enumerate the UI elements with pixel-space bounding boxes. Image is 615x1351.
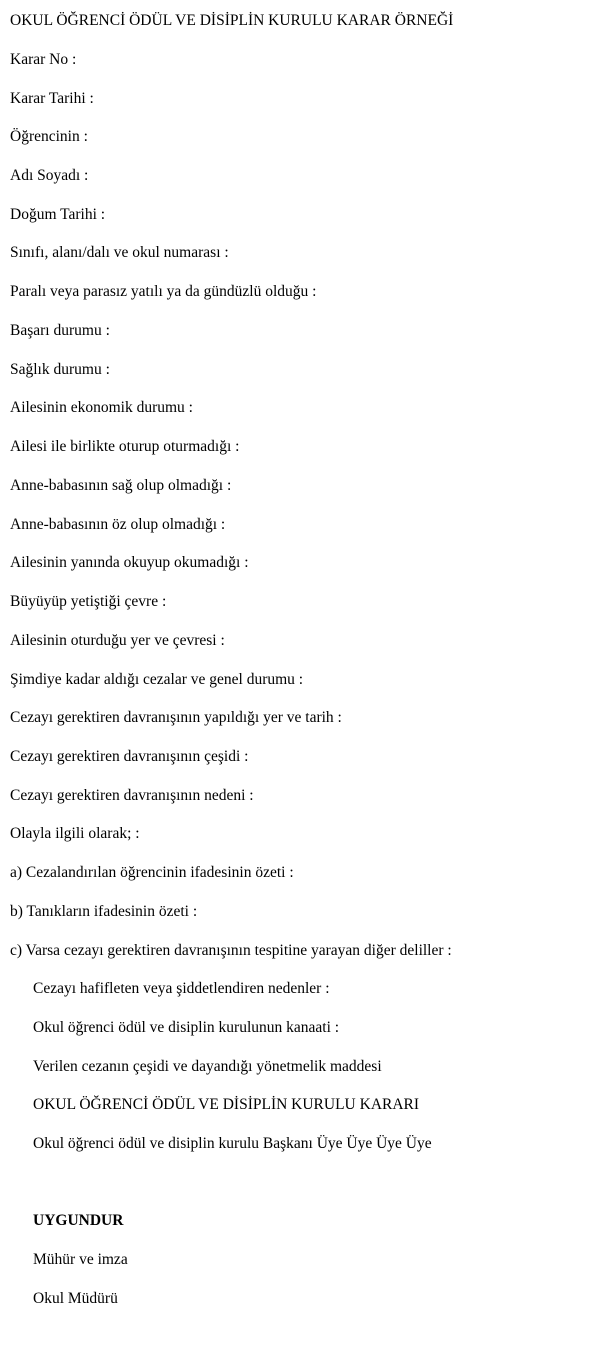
field-lives-with-family: Ailesi ile birlikte oturup oturmadığı : bbox=[10, 438, 240, 455]
field-health-status: Sağlık durumu : bbox=[10, 361, 110, 378]
field-offense-place-date: Cezayı gerektiren davranışının yapıldığı yer ve tarih : bbox=[10, 709, 342, 726]
field-biological-parents: Anne-babasının öz olup olmadığı : bbox=[10, 516, 226, 533]
field-full-name: Adı Soyadı : bbox=[10, 167, 89, 184]
field-offense-type: Cezayı gerektiren davranışının çeşidi : bbox=[10, 748, 249, 765]
school-principal: Okul Müdürü bbox=[33, 1290, 118, 1307]
seal-and-signature: Mühür ve imza bbox=[33, 1251, 128, 1268]
field-board-opinion: Okul öğrenci ödül ve disiplin kurulunun kanaati : bbox=[33, 1019, 340, 1036]
field-success-status: Başarı durumu : bbox=[10, 322, 110, 339]
field-offense-reason: Cezayı gerektiren davranışının nedeni : bbox=[10, 787, 254, 804]
field-parents-alive: Anne-babasının sağ olup olmadığı : bbox=[10, 477, 232, 494]
field-birth-date: Doğum Tarihi : bbox=[10, 206, 106, 223]
field-family-residence: Ailesinin oturduğu yer ve çevresi : bbox=[10, 632, 225, 649]
field-student-statement: a) Cezalandırılan öğrencinin ifadesinin özeti : bbox=[10, 864, 294, 881]
document-title: OKUL ÖĞRENCİ ÖDÜL VE DİSİPLİN KURULU KARAR ÖRNEĞİ bbox=[10, 12, 454, 29]
field-boarding-status: Paralı veya parasız yatılı ya da gündüzlü olduğu : bbox=[10, 283, 317, 300]
approval-label: UYGUNDUR bbox=[33, 1212, 124, 1229]
field-student: Öğrencinin : bbox=[10, 128, 88, 145]
board-decision-heading: OKUL ÖĞRENCİ ÖDÜL VE DİSİPLİN KURULU KARARI bbox=[33, 1096, 420, 1113]
field-family-economy: Ailesinin ekonomik durumu : bbox=[10, 399, 193, 416]
field-studies-with-family: Ailesinin yanında okuyup okumadığı : bbox=[10, 554, 249, 571]
field-upbringing-environment: Büyüyüp yetiştiği çevre : bbox=[10, 593, 167, 610]
field-other-evidence: c) Varsa cezayı gerektiren davranışının tespitine yarayan diğer deliller : bbox=[10, 942, 452, 959]
field-witness-statement: b) Tanıkların ifadesinin özeti : bbox=[10, 903, 198, 920]
field-mitigating-reasons: Cezayı hafifleten veya şiddetlendiren nedenler : bbox=[33, 980, 330, 997]
field-penalty-regulation: Verilen cezanın çeşidi ve dayandığı yönetmelik maddesi bbox=[33, 1058, 382, 1075]
board-members-signatures: Okul öğrenci ödül ve disiplin kurulu Başkanı Üye Üye Üye Üye bbox=[33, 1135, 432, 1152]
field-previous-penalties: Şimdiye kadar aldığı cezalar ve genel durumu : bbox=[10, 671, 304, 688]
field-decision-no: Karar No : bbox=[10, 51, 77, 68]
field-decision-date: Karar Tarihi : bbox=[10, 90, 94, 107]
field-incident-related: Olayla ilgili olarak; : bbox=[10, 825, 140, 842]
field-class-number: Sınıfı, alanı/dalı ve okul numarası : bbox=[10, 244, 229, 261]
